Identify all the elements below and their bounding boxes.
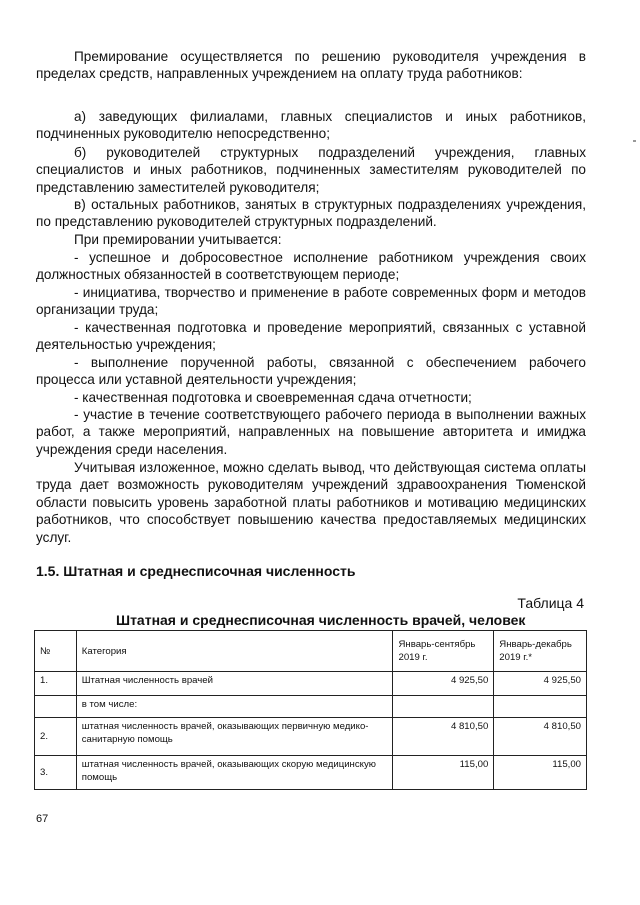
- paragraph-criterion-1: - успешное и добросовестное исполнение работником учреждения своих должностных обязанностей в соответствующем периоде;: [36, 250, 586, 283]
- cell-jan-sep: [393, 696, 494, 718]
- cell-jan-sep: 115,00: [393, 756, 494, 790]
- header-number: №: [35, 631, 77, 672]
- page-number: 67: [36, 813, 49, 825]
- paragraph-criteria-intro: При премировании учитывается:: [74, 232, 282, 247]
- cell-category: штатная численность врачей, оказывающих скорую медицинскую помощь: [76, 756, 393, 790]
- cell-category: штатная численность врачей, оказывающих первичную медико-санитарную помощь: [76, 718, 393, 756]
- paragraph-bonus-intro: Премирование осуществляется по решению руководителя учреждения в пределах средств, направленных учреждением на оплату труда работников:: [36, 49, 586, 82]
- section-heading: 1.5. Штатная и среднесписочная численность: [36, 563, 356, 579]
- table-row: [35, 672, 587, 696]
- table-row: [35, 756, 587, 790]
- paragraph-item-b: б) руководителей структурных подразделений учреждения, главных специалистов и иных работников, подчиненных заместителям руководителей по представлению заместителей руководителя;: [36, 145, 586, 195]
- scan-edge-mark: [633, 140, 636, 142]
- table-row: [35, 696, 587, 718]
- cell-jan-dec: [494, 696, 587, 718]
- paragraph-criterion-5: - качественная подготовка и своевременная сдача отчетности;: [74, 390, 472, 405]
- cell-jan-dec: 4 810,50: [494, 718, 587, 756]
- cell-jan-sep: 4 810,50: [393, 718, 494, 756]
- cell-category: Штатная численность врачей: [76, 672, 393, 696]
- cell-number: [35, 696, 77, 718]
- cell-number: 3.: [35, 756, 77, 790]
- cell-number: 2.: [35, 718, 77, 756]
- header-jan-sep: Январь-сентябрь 2019 г.: [393, 631, 494, 672]
- table-header-row: [35, 631, 587, 672]
- table-row: [35, 718, 587, 756]
- header-jan-dec: Январь-декабрь 2019 г.*: [494, 631, 587, 672]
- paragraph-criterion-2: - инициатива, творчество и применение в работе современных форм и методов организации труда;: [36, 285, 586, 318]
- staff-table: [34, 630, 587, 790]
- cell-category: в том числе:: [76, 696, 393, 718]
- cell-number: 1.: [35, 672, 77, 696]
- cell-jan-dec: 4 925,50: [494, 672, 587, 696]
- paragraph-item-a: а) заведующих филиалами, главных специалистов и иных работников, подчиненных руководителю непосредственно;: [36, 109, 586, 142]
- paragraph-criterion-6: - участие в течение соответствующего рабочего периода в выполнении важных работ, а также мероприятий, направленных на повышение авторитета и имиджа учреждения среди населения.: [36, 407, 586, 457]
- paragraph-conclusion: Учитывая изложенное, можно сделать вывод, что действующая система оплаты труда дает возможность руководителям учреждений здравоохранения Тюменской области повысить уровень заработной платы работников и мотивацию медицинских работников, что способствует повышению качества предоставляемых медицинских услуг.: [36, 460, 586, 545]
- table-title: Штатная и среднесписочная численность врачей, человек: [116, 612, 526, 628]
- header-category: Категория: [76, 631, 393, 672]
- cell-jan-dec: 115,00: [494, 756, 587, 790]
- paragraph-criterion-3: - качественная подготовка и проведение мероприятий, связанных с уставной деятельностью учреждения;: [36, 320, 586, 353]
- paragraph-criterion-4: - выполнение порученной работы, связанной с обеспечением рабочего процесса или уставной деятельности учреждения;: [36, 355, 586, 388]
- cell-jan-sep: 4 925,50: [393, 672, 494, 696]
- table-number: Таблица 4: [517, 595, 584, 611]
- paragraph-item-c: в) остальных работников, занятых в структурных подразделениях учреждения, по представлению руководителей структурных подразделений.: [36, 197, 586, 230]
